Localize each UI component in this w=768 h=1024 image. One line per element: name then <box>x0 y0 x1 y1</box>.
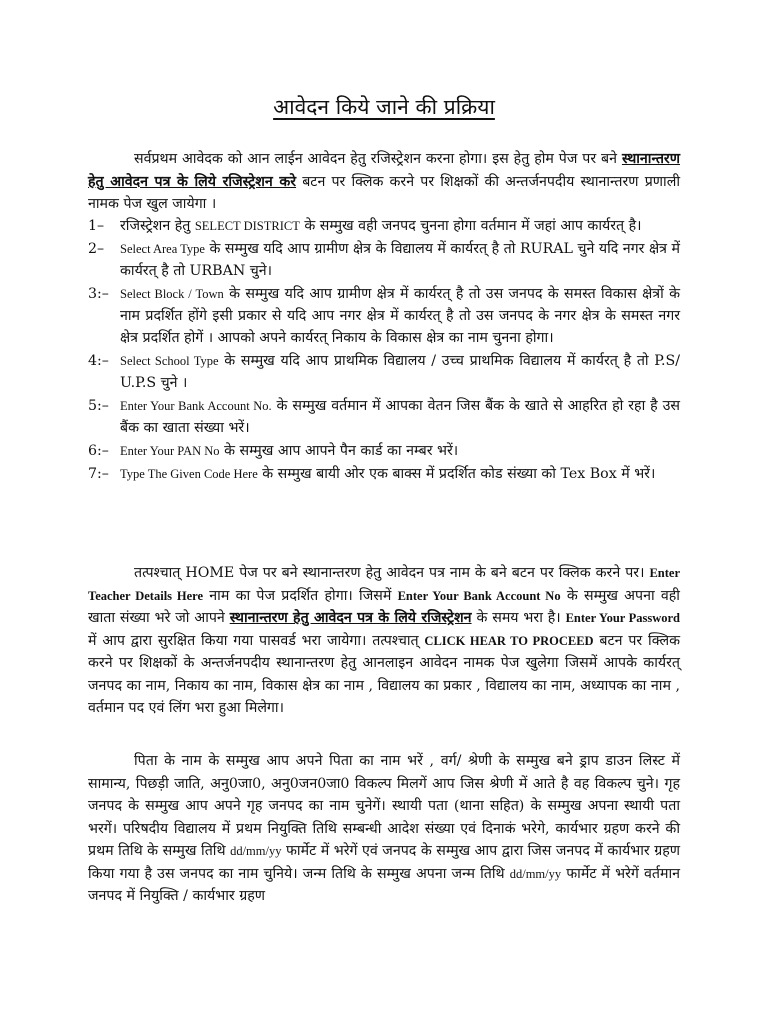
list-item <box>88 215 680 237</box>
step-field-name: Type The Given Code Here <box>120 467 258 481</box>
date-format: dd/mm/yy <box>509 866 562 881</box>
step-text <box>120 283 680 349</box>
personal-text-a: पिता के नाम के सम्मुख आप अपने पिता का नाम भरें , वर्ग/ श्रेणी के सम्मुख बने ड्राप डाउन लिस्ट में सामान्य, पिछड़ी जाति, अनु0जा0, अनु0जन0जा0 विकल्प मिलगें आप जिस श्रेणी में आते है वह विकल्प चुने। गृह जनपद के सम्मुख आप अपने गृह जनपद का नाम चुनेगें। स्थायी पता (थाना सहित) के सम्मुख अपना स्थायी पता भरगें। परिषदीय विद्यालय में प्रथम नियुक्ति तिथि सम्बन्धी आदेश संख्या एवं दिनाकं भरेगे, कार्यभार ग्रहण करने की प्रथम तिथि के सम्मुख तिथि <box>88 753 680 859</box>
date-format: dd/mm/yy <box>230 844 282 858</box>
step-number: 6:– <box>88 443 109 459</box>
details-text-a: तत्पश्चात् HOME पेज पर बने स्थानान्तरण हेतु आवेदन पत्र नाम के बने बटन पर क्लिक करने पर। <box>134 565 650 581</box>
bank-account-field-name: Enter Your Bank Account No <box>397 588 561 603</box>
intro-paragraph <box>88 148 680 216</box>
step-text <box>120 395 680 439</box>
details-text-i: में आप द्वारा सुरक्षित किया गया पासवर्ड भरा जायेगा। तत्पश्चात् <box>88 632 425 649</box>
details-text-e: के सम्मुख अपना वही खाता संख्या भरे जो आपने <box>88 587 680 626</box>
list-item <box>88 238 680 282</box>
step-field-name: Select Area Type <box>120 242 205 256</box>
step-field-name: Select Block / Town <box>120 287 224 301</box>
list-item <box>88 440 680 462</box>
step-field-name: Select School Type <box>120 354 219 368</box>
step-post: के सम्मुख यदि आप ग्रामीण क्षेत्र के विद्यालय में कार्यरत् है तो RURAL चुने यदि नगर क्षेत्र में कार्यरत् है तो URBAN चुने। <box>120 241 680 279</box>
step-post: के सम्मुख बायी ओर एक बाक्स में प्रदर्शित कोड संख्या को Tex Box में भरें। <box>257 466 656 482</box>
password-field-name: Enter Your Password <box>565 611 680 625</box>
page-title: आवेदन किये जाने की प्रक्रिया <box>273 95 495 119</box>
personal-text-e: फार्मेट में भरेगें वर्तमान जनपद में नियुक्ति / कार्यभार ग्रहण <box>88 865 680 904</box>
step-number: 7:– <box>88 466 109 482</box>
step-number: 3:– <box>88 286 109 302</box>
list-item <box>88 395 680 439</box>
step-text <box>120 440 680 462</box>
step-post: के सम्मुख यदि आप ग्रामीण क्षेत्र में कार्यरत् है तो उस जनपद के समस्त विकास क्षेत्रों के नाम प्रदर्शित होंगे इसी प्रकार से यदि आप नगर क्षेत्र में कार्यरत् है तो उस जनपद के नगर क्षेत्र के समस्त नगर क्षेत्र प्रदर्शित होगें । आपको अपने कार्यरत् निकाय के विकास क्षेत्र का नाम चुनना होगा। <box>120 286 681 346</box>
step-pre: रजिस्ट्रेशन हेतु <box>120 218 195 234</box>
intro-text-c: बटन पर क्लिक करने पर शिक्षकों की अन्तर्जनपदीय स्थानान्तरण प्रणाली नामक पेज खुल जायेगा । <box>88 173 680 212</box>
step-post: के सम्मुख वही जनपद चुनना होगा वर्तमान में जहां आप कार्यरत् है। <box>299 218 642 234</box>
step-field-name: SELECT DISTRICT <box>194 219 300 233</box>
step-number: 5:– <box>88 398 109 414</box>
details-paragraph <box>88 562 680 720</box>
step-text <box>120 350 680 394</box>
registration-form-name: स्थानान्तरण हेतु आवेदन पत्र के लिये रजिस्ट्रेशन <box>229 610 472 626</box>
details-text-g: के समय भरा है। <box>471 610 566 626</box>
step-number: 1– <box>88 218 105 234</box>
intro-text-a: सर्वप्रथम आवेदक को आन लाईन आवेदन हेतु रजिस्ट्रेशन करना होगा। इस हेतु होम पेज पर बने <box>134 151 622 167</box>
details-text-k: बटन पर क्लिक करने पर शिक्षकों के अन्तर्जनपदीय स्थानान्तरण हेतु आनलाइन आवेदन नामक पेज खुलेगा जिसमें आपके कार्यरत् जनपद का नाम, निकाय का नाम, विकास क्षेत्र का नाम , विद्यालय का प्रकार , विद्यालय का नाम, अध्यापक का नाम , वर्तमान पद एवं लिंग भरा हुआ मिलेगा। <box>88 632 680 716</box>
proceed-button-name: CLICK HEAR TO PROCEED <box>424 633 594 648</box>
step-post: के सम्मुख वर्तमान में आपका वेतन जिस बैंक के खाते से आहरित हो रहा है उस बैंक का खाता संख्या भरें। <box>120 398 680 436</box>
step-post: के सम्मुख आप आपने पैन कार्ड का नम्बर भरें। <box>219 443 459 459</box>
personal-details-paragraph <box>88 750 680 908</box>
step-post: के सम्मुख यदि आप प्राथमिक विद्यालय / उच्च प्राथमिक विद्यालय में कार्यरत् है तो P.S/ U.P.S चुने । <box>120 353 680 391</box>
list-item <box>88 350 680 394</box>
step-text <box>120 238 680 282</box>
step-number: 4:– <box>88 353 109 369</box>
step-field-name: Enter Your PAN No <box>120 444 220 458</box>
step-text <box>120 463 680 485</box>
personal-text-c: फार्मेट में भरेगें एवं जनपद के सम्मुख आप द्वारा जिस जनपद में कार्यभार ग्रहण किया गया है उस जनपद का नाम चुनिये। जन्म तिथि के सम्मुख अपना जन्म तिथि <box>88 843 680 882</box>
step-number: 2– <box>88 241 105 257</box>
step-field-name: Enter Your Bank Account No. <box>120 399 272 413</box>
steps-list <box>88 215 680 486</box>
details-text-c: नाम का पेज प्रदर्शित होगा। जिसमें <box>203 587 398 604</box>
step-text <box>120 215 680 237</box>
teacher-details-page-name: Enter Teacher Details Here <box>88 566 680 603</box>
list-item <box>88 283 680 349</box>
registration-button-name: स्थानान्तरण हेतु आवेदन पत्र के लिये रजिस्ट्रेशन करे <box>88 151 680 190</box>
list-item <box>88 463 680 485</box>
